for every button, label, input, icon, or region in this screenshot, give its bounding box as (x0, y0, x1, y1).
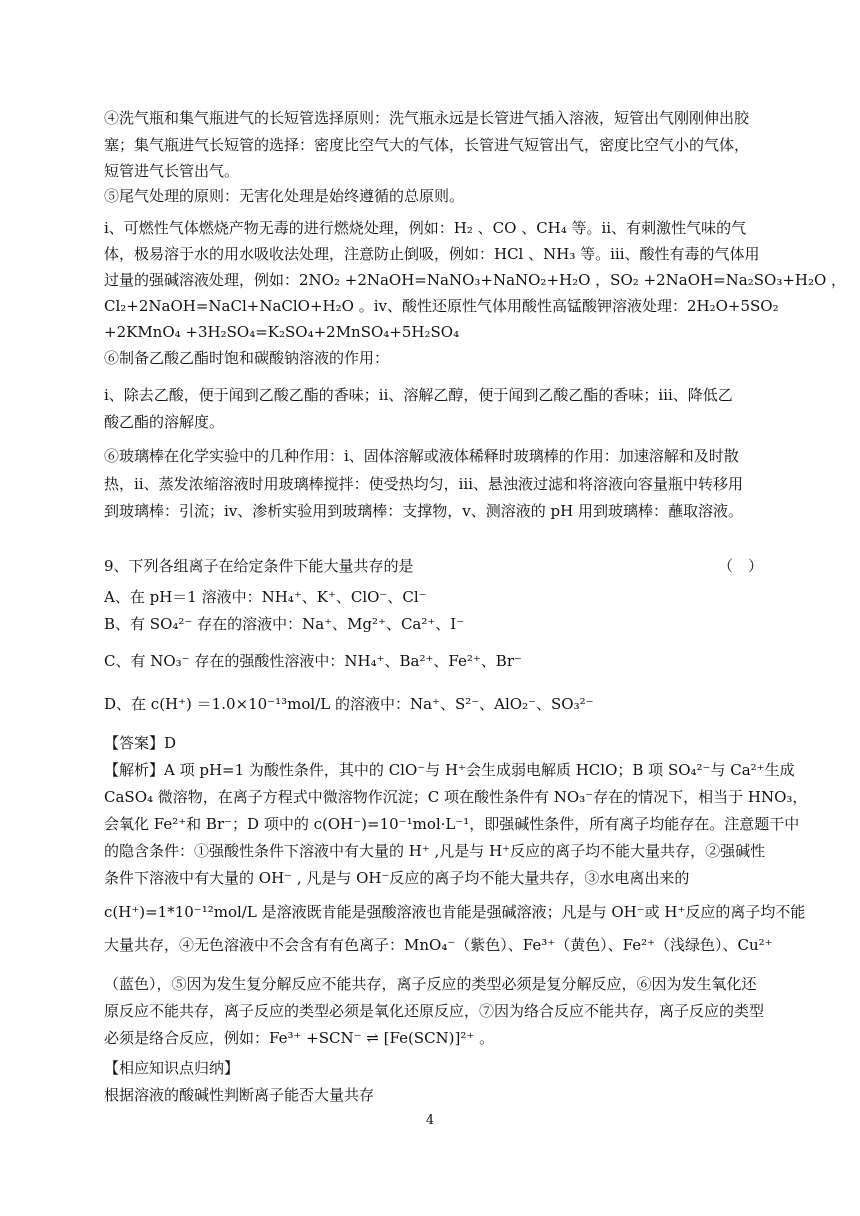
analysis-line: 条件下溶液中有大量的 OH⁻ , 凡是与 OH⁻反应的离子均不能大量共存，③水电离出来的 (104, 869, 690, 887)
note-line: ⑥玻璃棒在化学实验中的几种作用：ⅰ、固体溶解或液体稀释时玻璃棒的作用：加速溶解和及时散 (104, 447, 739, 465)
question-stem: 9、下列各组离子在给定条件下能大量共存的是 (104, 557, 414, 575)
note-line: 热，ⅱ、蒸发浓缩溶液时用玻璃棒搅拌：使受热均匀，ⅲ、悬浊液过滤和将溶液向容量瓶中转移用 (104, 475, 743, 493)
note-line: 酸乙酯的溶解度。 (104, 413, 225, 431)
note-line: 塞；集气瓶进气长短管的选择：密度比空气大的气体，长管进气短管出气，密度比空气小的气体， (104, 136, 750, 154)
option-c: C、有 NO₃⁻ 存在的强酸性溶液中：NH₄⁺、Ba²⁺、Fe²⁺、Br⁻ (104, 652, 522, 670)
note-line: ⑤尾气处理的原则：无害化处理是始终遵循的总原则。 (104, 187, 465, 205)
analysis-line: 的隐含条件：①强酸性条件下溶液中有大量的 H⁺ ,凡是与 H⁺反应的离子均不能大量共存，②强碱性 (104, 842, 766, 860)
analysis-line: （蓝色），⑤因为发生复分解反应不能共存，离子反应的类型必须是复分解反应，⑥因为发生氧化还 (104, 975, 757, 993)
option-d: D、在 c(H⁺) ＝1.0×10⁻¹³mol/L 的溶液中：Na⁺、S²⁻、AlO₂⁻、SO₃²⁻ (104, 695, 594, 713)
note-line: +2KMnO₄ +3H₂SO₄=K₂SO₄+2MnSO₄+5H₂SO₄ (104, 323, 460, 341)
option-b: B、有 SO₄²⁻ 存在的溶液中：Na⁺、Mg²⁺、Ca²⁺、I⁻ (104, 615, 465, 633)
note-line: 到玻璃棒：引流；ⅳ、渗析实验用到玻璃棒：支撑物，ⅴ、测溶液的 pH 用到玻璃棒：蘸取溶液。 (104, 502, 743, 520)
note-line: ⑥制备乙酸乙酯时饱和碳酸钠溶液的作用： (104, 349, 390, 367)
analysis-line: 【解析】A 项 pH=1 为酸性条件，其中的 ClO⁻与 H⁺会生成弱电解质 HClO；B 项 SO₄²⁻与 Ca²⁺生成 (104, 761, 795, 779)
analysis-line: c(H⁺)=1*10⁻¹²mol/L 是溶液既肯能是强酸溶液也肯能是强碱溶液；凡是与 OH⁻或 H⁺反应的离子均不能 (104, 903, 806, 921)
summary-title: 【相应知识点归纳】 (104, 1059, 240, 1077)
page-number: 4 (425, 1113, 435, 1128)
note-line: Cl₂+2NaOH=NaCl+NaClO+H₂O 。ⅳ、酸性还原性气体用酸性高锰酸钾溶液处理：2H₂O+5SO₂ (104, 297, 779, 315)
note-line: 短管进气长管出气。 (104, 162, 240, 180)
analysis-line: 原反应不能共存，离子反应的类型必须是氧化还原反应，⑦因为络合反应不能共存，离子反应的类型 (104, 1002, 765, 1020)
note-line: ④洗气瓶和集气瓶进气的长短管选择原则：洗气瓶永远是长管进气插入溶液，短管出气刚刚伸出胶 (104, 109, 750, 127)
summary-text: 根据溶液的酸碱性判断离子能否大量共存 (104, 1086, 375, 1104)
option-a: A、在 pH＝1 溶液中：NH₄⁺、K⁺、ClO⁻、Cl⁻ (104, 588, 427, 606)
note-line: 体，极易溶于水的用水吸收法处理，注意防止倒吸，例如：HCl 、NH₃ 等。ⅲ、酸性有毒的气体用 (104, 245, 760, 263)
analysis-line: CaSO₄ 微溶物，在离子方程式中微溶物作沉淀；C 项在酸性条件有 NO₃⁻存在的情况下，相当于 HNO₃， (104, 788, 808, 806)
analysis-line: 会氧化 Fe²⁺和 Br⁻；D 项中的 c(OH⁻)=10⁻¹mol·L⁻¹，即强碱性条件，所有离子均能存在。注意题干中 (104, 815, 800, 833)
note-line: ⅰ、除去乙酸，便于闻到乙酸乙酯的香味；ⅱ、溶解乙醇，便于闻到乙酸乙酯的香味；ⅲ、降低乙 (104, 386, 733, 404)
answer-paren: （ ） (718, 557, 764, 575)
analysis-line: 大量共存，④无色溶液中不会含有有色离子：MnO₄⁻（紫色）、Fe³⁺（黄色）、Fe²⁺（浅绿色）、Cu²⁺ (104, 936, 773, 954)
answer-label: 【答案】D (104, 734, 177, 752)
note-line: ⅰ、可燃性气体燃烧产物无毒的进行燃烧处理，例如：H₂ 、CO 、CH₄ 等。ⅱ、有刺激性气味的气 (104, 219, 747, 237)
note-line: 过量的强碱溶液处理，例如：2NO₂ +2NaOH=NaNO₃+NaNO₂+H₂O ，SO₂ +2NaOH=Na₂SO₃+H₂O ， (104, 271, 847, 289)
analysis-line: 必须是络合反应，例如：Fe³⁺ +SCN⁻ ⇌ [Fe(SCN)]²⁺ 。 (104, 1029, 495, 1047)
